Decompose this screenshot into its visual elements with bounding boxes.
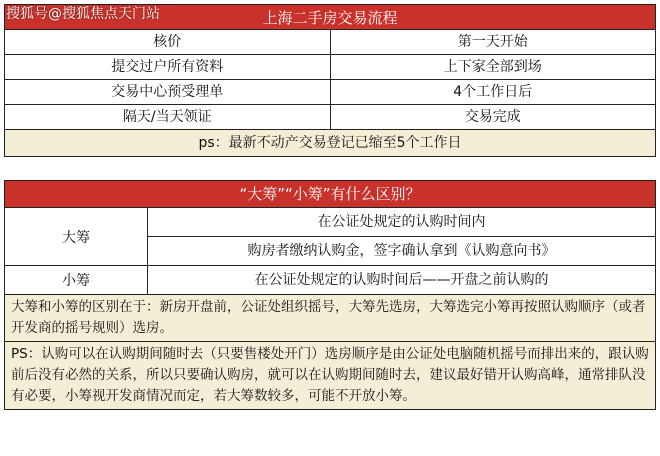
table-row	[4, 80, 656, 105]
table-row	[4, 105, 656, 130]
table1-title: 上海二手房交易流程	[4, 4, 656, 30]
table2-title: “大筹”“小筹”有什么区别？	[4, 180, 656, 208]
big-lot-detail-1: 在公证处规定的认购时间内	[148, 208, 655, 237]
ps-note: PS：认购可以在认购期间随时去（只要售楼处开门）选房顺序是由公证处电脑随机摇号而排出来的，跟认购前后没有必然的关系，所以只要确认购房，就可以在认购期间随时去，建议最好错开认购高峰，通常排队没有必要，小筹视开发商情况而定，若大筹数较多，可能不开放小筹。	[4, 342, 656, 410]
step-cell: 交易中心预受理单	[5, 80, 331, 104]
step-detail-cell: 上下家全部到场	[443, 59, 542, 75]
step-detail-cell: 第一天开始	[457, 34, 528, 50]
small-lot-label: 小筹	[62, 273, 90, 289]
table-row	[4, 55, 656, 80]
small-lot-detail: 在公证处规定的认购时间后——开盘之前认购的	[254, 272, 549, 288]
step-cell: 隔天/当天领证	[5, 105, 331, 129]
lot-detail-column	[148, 208, 655, 294]
step-detail-cell: 交易完成	[464, 109, 521, 125]
big-lot-label: 大筹	[5, 208, 147, 266]
step-cell: 提交过户所有资料	[5, 55, 331, 79]
big-small-lot-table	[4, 180, 656, 410]
big-lot-detail-2: 购房者缴纳认购金，签字确认拿到《认购意向书》	[148, 237, 655, 266]
step-detail-cell: 4个工作日后	[453, 84, 533, 100]
lot-label-column	[5, 208, 148, 294]
table-row	[4, 30, 656, 55]
watermark: 搜狐号@搜狐焦点天门站	[6, 6, 160, 22]
step-cell: 核价	[5, 30, 331, 54]
difference-note: 大筹和小筹的区别在于：新房开盘前，公证处组织摇号，大筹先选房，大筹选完小筹再按照认购顺序（或者开发商的摇号规则）选房。	[4, 295, 656, 342]
transaction-process-table	[4, 4, 656, 157]
table1-ps-note: ps：最新不动产交易登记已缩至5个工作日	[4, 130, 656, 157]
table2-body	[4, 208, 656, 295]
